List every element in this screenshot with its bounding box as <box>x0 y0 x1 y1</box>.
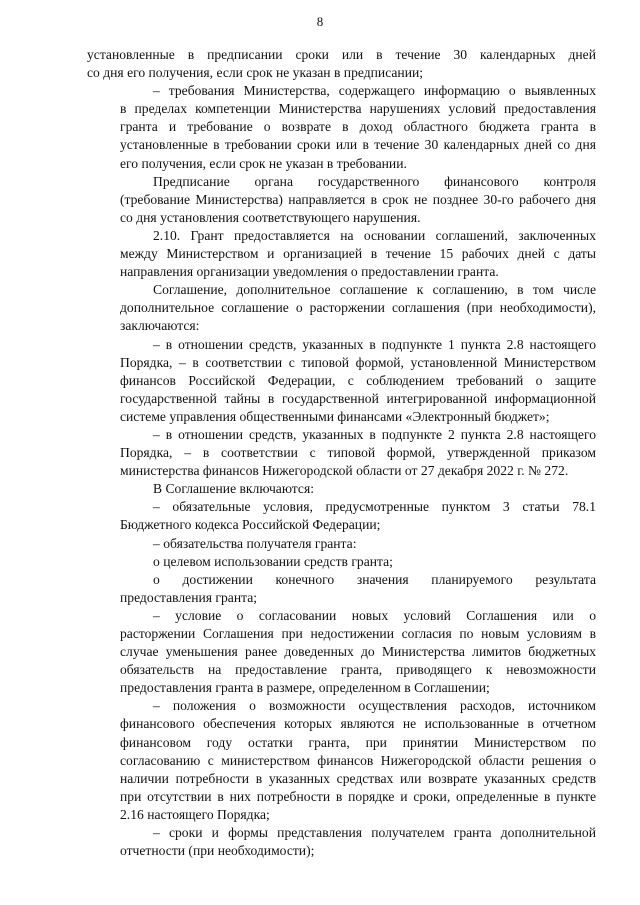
text-line: – условие о согласовании новых условий Соглашения или о <box>153 607 596 623</box>
text-line: дополнительное соглашение о расторжении соглашения (при необходимости), <box>120 300 596 316</box>
text-line: финансов Российской Федерации, с соблюдением требований о защите <box>120 372 596 388</box>
text-line: случае уменьшения ранее доведенных до Министерства лимитов бюджетных <box>120 644 596 660</box>
text-line: финансовом году остатки гранта, при принятии Министерством по <box>120 734 596 750</box>
text-line: в пределах компетенции Министерства нарушениях условий предоставления <box>120 101 596 117</box>
paragraph <box>87 426 596 480</box>
text-line: – положения о возможности осуществления расходов, источником <box>153 698 596 714</box>
text-line: гранта и требование о возврате в доход областного бюджета гранта в <box>120 119 596 135</box>
text-line: направления организации уведомления о предоставлении гранта. <box>120 264 499 280</box>
text-line: Порядка, – в соответствии с типовой формой, утвержденной приказом <box>120 445 596 461</box>
paragraph <box>87 824 596 860</box>
text-line: расторжении Соглашения при недостижении согласия по новым условиям в <box>120 626 596 641</box>
text-line: – в отношении средств, указанных в подпункте 2 пункта 2.8 настоящего <box>153 426 596 442</box>
text-line: 2.16 настоящего Порядка; <box>120 806 270 822</box>
paragraph <box>87 46 596 82</box>
text-line: о достижении конечного значения планируемого результата <box>153 571 596 587</box>
paragraph <box>87 336 596 426</box>
text-line: Бюджетного кодекса Российской Федерации; <box>120 517 381 533</box>
text-line: В Соглашение включаются: <box>153 481 314 497</box>
paragraph <box>87 82 596 172</box>
text-line: согласованию с министерством финансов Нижегородской области решения о <box>120 752 596 768</box>
paragraph <box>87 697 596 824</box>
paragraph <box>87 173 596 227</box>
text-line: – требования Министерства, содержащего информацию о выявленных <box>153 83 596 99</box>
document-body <box>87 46 596 860</box>
paragraph <box>87 227 596 281</box>
text-line: при отсутствии в них потребности в порядке и сроки, определенные в пункте <box>120 788 596 804</box>
text-line: предоставления гранта в размере, определенном в Соглашении; <box>120 680 490 696</box>
text-line: – обязательные условия, предусмотренные пунктом 3 статьи 78.1 <box>153 499 596 515</box>
text-line: о целевом использовании средств гранта; <box>153 553 393 569</box>
text-line: – обязательства получателя гранта: <box>153 535 357 551</box>
text-line: заключаются: <box>120 318 200 334</box>
text-line: между Министерством и организацией в течение 15 рабочих дней с даты <box>120 246 596 262</box>
text-line: 2.10. Грант предоставляется на основании соглашений, заключенных <box>153 227 596 243</box>
paragraph <box>87 535 596 553</box>
text-line: со дня его получения, если срок не указан в предписании; <box>87 65 424 81</box>
text-line: наличии потребности в указанных средствах или возврате указанных средств <box>120 770 596 786</box>
paragraph <box>87 571 596 607</box>
text-line: предоставления гранта; <box>120 589 258 605</box>
text-line: Предписание органа государственного финансового контроля <box>153 173 596 189</box>
text-line: Соглашение, дополнительное соглашение к соглашению, в том числе <box>153 282 596 298</box>
text-line: (требование Министерства) направляется в срок не позднее 30-го рабочего дня <box>120 191 596 207</box>
paragraph <box>87 607 596 697</box>
text-line: установленные в предписании сроки или в течение 30 календарных дней <box>87 47 596 62</box>
text-line: со дня установления соответствующего нарушения. <box>120 209 421 225</box>
text-line: – в отношении средств, указанных в подпункте 1 пункта 2.8 настоящего <box>153 336 596 352</box>
paragraph <box>87 553 596 571</box>
text-line: системе управления общественными финансами «Электронный бюджет»; <box>120 408 550 424</box>
text-line: Порядка, – в соответствии с типовой формой, установленной Министерством <box>120 354 596 370</box>
paragraph <box>87 281 596 335</box>
text-line: – сроки и формы представления получателем гранта дополнительной <box>153 825 596 841</box>
text-line: финансового обеспечения которых являются не использованные в отчетном <box>120 716 596 732</box>
text-line: его получения, если срок не указан в требовании. <box>120 155 407 171</box>
text-line: отчетности (при необходимости); <box>120 843 315 859</box>
text-line: государственной тайны в государственной интегрированной информационной <box>120 390 596 406</box>
paragraph <box>87 498 596 534</box>
paragraph <box>87 480 596 498</box>
text-line: обязательств на предоставление гранта, приводящего к невозможности <box>120 662 596 678</box>
text-line: установленные в требовании сроки или в течение 30 календарных дней со дня <box>120 137 596 153</box>
page-number: 8 <box>316 14 324 29</box>
text-line: министерства финансов Нижегородской области от 27 декабря 2022 г. № 272. <box>120 463 569 479</box>
